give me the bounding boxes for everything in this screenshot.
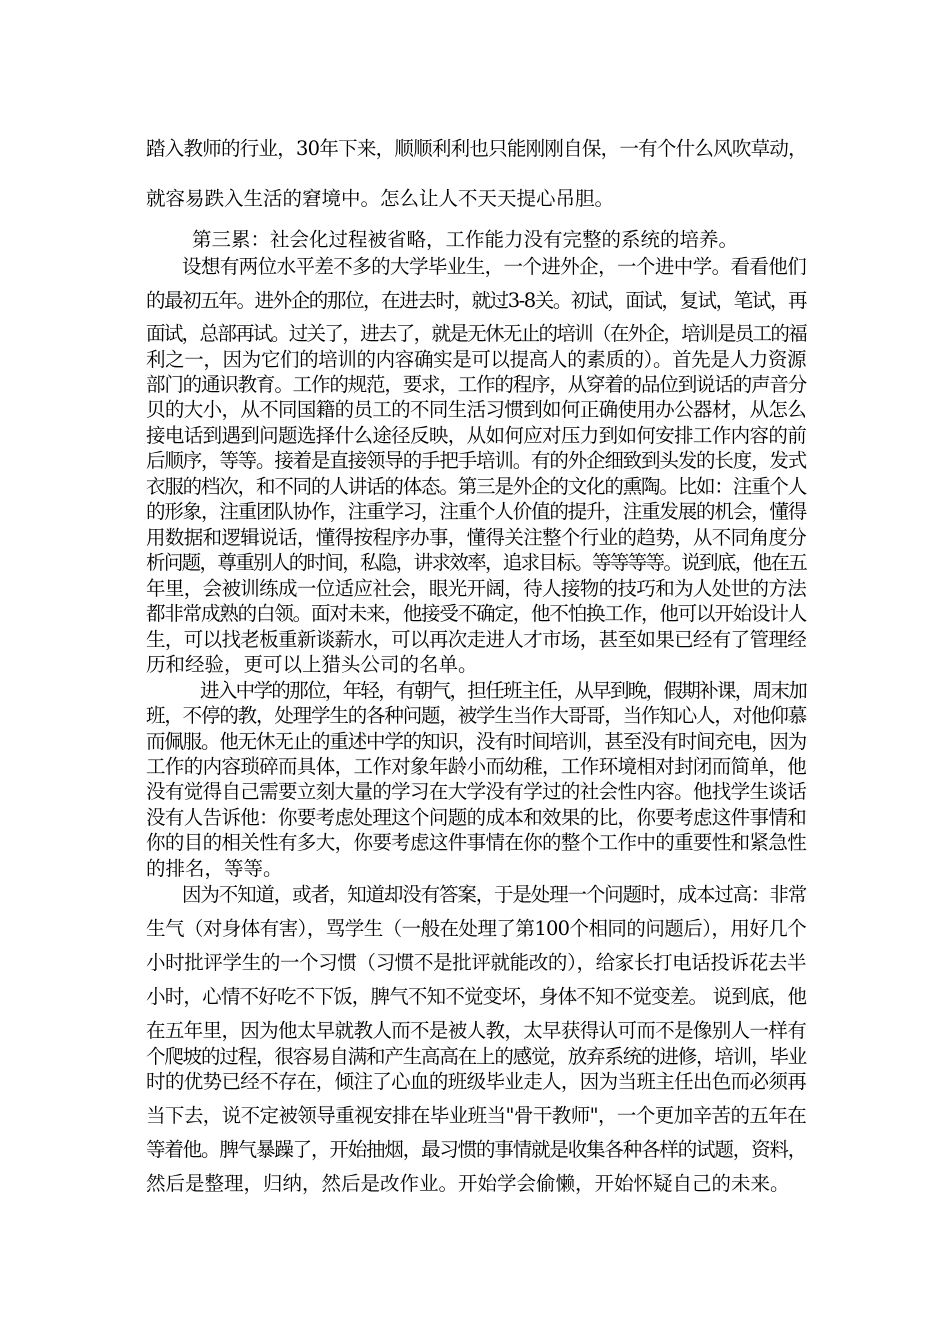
text-line: 贝的大小，从不同国籍的员工的不同生活习惯到如何正确使用办公器材，从怎么 [146, 398, 806, 421]
text-line: 年里，会被训练成一位适应社会，眼光开阔，待人接物的技巧和为人处世的方法 [146, 577, 806, 600]
text-line: 生气（对身体有害），骂学生（一般在处理了第100个相同的问题后），用好几个 [146, 917, 806, 940]
text-line: 时的优势已经不存在，倾注了心血的班级毕业走人，因为当班主任出色而必须再 [146, 1070, 806, 1093]
text-line: 历和经验，更可以上猎头公司的名单。 [146, 653, 478, 676]
text-line: 小时批评学生的一个习惯（习惯不是批评就能改的），给家长打电话投诉花去半 [146, 951, 806, 974]
text-line: 而佩服。他无休无止的重述中学的知识，没有时间培训，甚至没有时间充电，因为 [146, 730, 806, 753]
text-line: 当下去，说不定被领导重视安排在毕业班当"骨干教师"，一个更加辛苦的五年在 [146, 1104, 806, 1127]
text-line: 用数据和逻辑说话，懂得按程序办事，懂得关注整个行业的趋势，从不同角度分 [146, 526, 806, 549]
text-line: 的最初五年。进外企的那位，在进去时，就过3-8关。初试，面试，复试，笔试，再 [146, 289, 806, 312]
text-line: 的形象，注重团队协作，注重学习，注重个人价值的提升，注重发展的机会，懂得 [146, 500, 806, 523]
text-line: 利之一，因为它们的培训的内容确实是可以提高人的素质的）。首先是人力资源 [146, 348, 806, 371]
text-line: 在五年里，因为他太早就教人而不是被人教，太早获得认可而不是像别人一样有 [146, 1019, 806, 1042]
text-line: 接电话到遇到问题选择什么途径反映，从如何应对压力到如何安排工作内容的前 [146, 424, 806, 447]
text-line: 析问题，尊重别人的时间，私隐，讲求效率，追求目标。等等等等。说到底，他在五 [146, 551, 806, 574]
text-line: 踏入教师的行业，30年下来，顺顺利利也只能刚刚自保，一有个什么风吹草动， [146, 137, 807, 160]
text-line: 的排名，等等。 [146, 857, 283, 880]
text-line: 因为不知道，或者，知道却没有答案，于是处理一个问题时，成本过高：非常 [182, 883, 806, 906]
text-line: 都非常成熟的白领。面对未来，他接受不确定，他不怕换工作，他可以开始设计人 [146, 602, 806, 625]
text-line: 进入中学的那位，年轻，有朝气，担任班主任，从早到晚，假期补课，周末加 [200, 679, 806, 702]
text-line: 班，不停的教，处理学生的各种问题，被学生当作大哥哥，当作知心人，对他仰慕 [146, 704, 806, 727]
text-line: 你的目的相关性有多大，你要考虑这件事情在你的整个工作中的重要性和紧急性 [146, 831, 806, 854]
text-line: 个爬坡的过程，很容易自满和产生高高在上的感觉，放弃系统的进修，培训，毕业 [146, 1045, 806, 1068]
text-line: 生，可以找老板重新谈薪水，可以再次走进人才市场，甚至如果已经有了管理经 [146, 628, 806, 651]
text-line: 衣服的档次，和不同的人讲话的体态。第三是外企的文化的熏陶。比如：注重个人 [146, 475, 806, 498]
text-line: 设想有两位水平差不多的大学毕业生，一个进外企，一个进中学。看看他们 [182, 255, 806, 278]
text-line: 工作的内容琐碎而具体，工作对象年龄小而幼稚，工作环境相对封闭而简单，他 [146, 755, 806, 778]
section-heading: 第三累：社会化过程被省略，工作能力没有完整的系统的培养。 [192, 228, 739, 251]
text-line: 小时，心情不好吃不下饭，脾气不知不觉变坏，身体不知不觉变差。 说到底，他 [146, 985, 806, 1008]
text-line: 然后是整理，归纳，然后是改作业。开始学会偷懒，开始怀疑自己的未来。 [146, 1172, 790, 1195]
text-line: 没有人告诉他：你要考虑处理这个问题的成本和效果的比，你要考虑这件事情和 [146, 806, 806, 829]
text-line: 等着他。脾气暴躁了，开始抽烟，最习惯的事情就是收集各种各样的试题，资料， [146, 1138, 806, 1161]
text-line: 面试，总部再试。过关了，进去了，就是无休无止的培训（在外企，培训是员工的福 [146, 322, 806, 345]
text-line: 部门的通识教育。工作的规范，要求，工作的程序，从穿着的品位到说话的声音分 [146, 373, 806, 396]
text-line: 没有觉得自己需要立刻大量的学习在大学没有学过的社会性内容。他找学生谈话 [146, 780, 806, 803]
text-line: 后顺序，等等。接着是直接领导的手把手培训。有的外企细致到头发的长度，发式 [146, 449, 806, 472]
text-line: 就容易跌入生活的窘境中。怎么让人不天天提心吊胆。 [146, 187, 615, 210]
